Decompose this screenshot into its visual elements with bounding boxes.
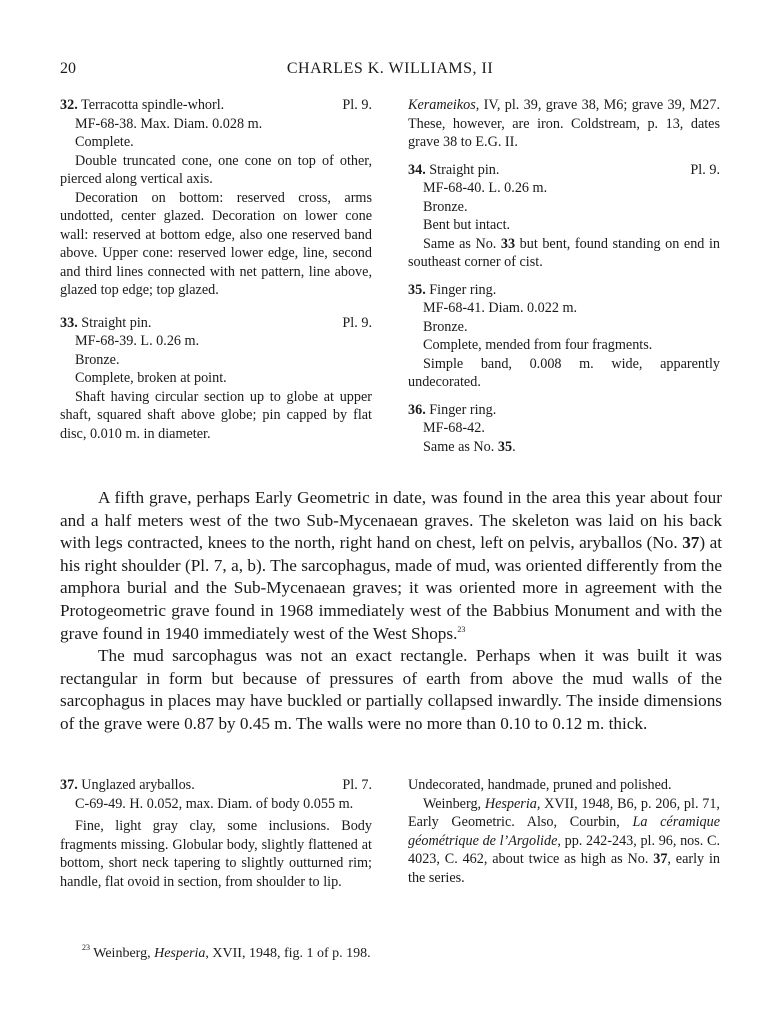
footnote-text: Weinberg, (90, 946, 155, 961)
bibliography-text: , pp. 242-243, pl. 96, nos. C. 4023, C. 462, about twice as high as No. (408, 832, 720, 867)
material-line: Bronze. (423, 198, 468, 215)
journal-title: Hesperia (154, 946, 206, 961)
description-paragraph: Double truncated cone, one cone on top of other, pierced along vertical axis. (60, 152, 372, 187)
inventory-line: MF-68-42. (423, 420, 485, 436)
description-paragraph: Shaft having circular section up to globe at upper shaft, squared shaft above globe; pin capped by flat disc, 0.010 m. in diameter. (60, 388, 372, 442)
body-text (60, 487, 722, 736)
entry-title-text: Terracotta spindle-whorl. (81, 97, 225, 113)
description-paragraph (408, 235, 720, 272)
inventory-line: MF-68-38. Max. Diam. 0.028 m. (75, 115, 263, 132)
reference-title: Kerameikos (408, 97, 476, 113)
plate-reference: Pl. 9. (342, 97, 372, 113)
catalogue-column-top-left (60, 96, 372, 452)
decoration-paragraph: Decoration on bottom: reserved cross, arms undotted, center glazed. Decoration on lower cone wall: reserved at bottom edge, also one reserved band above. Upper cone: reserved lower edge, line, second and third lines connected with net pattern, line above, glazed top edge; top glazed. (60, 189, 372, 298)
entry-title-text: Straight pin. (429, 161, 500, 178)
description-paragraph: Simple band, 0.008 m. wide, apparently undecorated. (408, 355, 720, 390)
entry-title (60, 96, 372, 115)
footnote-marker[interactable]: 23 (457, 624, 466, 634)
catalogue-entry-34 (408, 161, 720, 272)
continued-reference (408, 96, 720, 152)
entry-number: 34. (408, 161, 426, 178)
same-as-line (408, 438, 720, 457)
reference-text: , IV, pl. 39, grave 38, M6; grave 39, M27. These, however, are iron. Coldstream, p. 13, dates grave 38 to E.G. II. (408, 97, 720, 150)
cross-reference-number: 37 (682, 533, 700, 553)
inventory-line: MF-68-40. L. 0.26 m. (423, 180, 548, 196)
journal-title: Hesperia (484, 795, 537, 812)
inventory-line: C-69-49. H. 0.052, max. Diam. of body 0.055 m. (75, 795, 354, 812)
inventory-line: MF-68-39. L. 0.26 m. (75, 333, 200, 349)
running-title: CHARLES K. WILLIAMS, II (286, 60, 494, 77)
footnote-text: , XVII, 1948, fig. 1 of p. 198. (205, 946, 371, 961)
entry-number: 35. (408, 281, 426, 298)
bibliography-text: , early in the series. (408, 851, 721, 886)
entry-title-text: Finger ring. (429, 401, 497, 418)
catalogue-entry-33 (60, 314, 372, 444)
catalogue-entry-32 (60, 96, 372, 300)
footnote-number: 23 (82, 943, 90, 952)
entry-number: 36. (408, 401, 426, 418)
bibliography-text: Weinberg, (423, 795, 485, 812)
catalogue-entry-36 (408, 401, 720, 457)
entry-title (60, 314, 372, 333)
catalogue-entry-37 (60, 776, 372, 891)
footnote (82, 943, 371, 962)
paragraph-text: A fifth grave, perhaps Early Geometric in date, was found in the area this year about four and a half meters west of the two Sub-Mycenaean graves. The skeleton was laid on his back with legs contracted, knees to the north, right hand on chest, left on pelvis, aryballos (No. (60, 488, 722, 553)
paragraph-text: ) at his right shoulder (Pl. 7, a, b). The sarcophagus, made of mud, was oriented differently from the amphora burial and the Sub-Mycenaean graves; it was oriented more in agreement with the Protogeometric grave found in 1968 immediately west of the Babbius Monument and with the grave found in 1940 immediately west of the West Shops. (60, 533, 722, 643)
same-as-text: . (512, 438, 516, 455)
entry-title (408, 281, 720, 300)
description-text: Same as No. (423, 235, 501, 252)
body-paragraph-2: The mud sarcophagus was not an exact rectangle. Perhaps when it was built it was rectangular in form but because of pressures of earth from above the mud walls of the sarcophagus in places may have buckled or partially collapsed inwardly. The inside dimensions of the grave were 0.87 by 0.45 m. The walls were no more than 0.10 to 0.12 m. thick. (60, 646, 722, 733)
cross-reference-number: 37 (653, 851, 668, 867)
entry-title-text: Finger ring. (429, 281, 497, 298)
catalogue-column-bottom-left (60, 776, 372, 900)
catalogue-column-top-right (408, 96, 720, 465)
entry-number: 33. (60, 314, 78, 331)
condition-line: Complete, broken at point. (75, 370, 227, 386)
entry-title-text: Straight pin. (81, 314, 152, 331)
entry-title (408, 161, 720, 180)
catalogue-column-bottom-right (408, 776, 720, 887)
body-paragraph-1 (60, 487, 722, 645)
plate-reference: Pl. 9. (690, 161, 720, 178)
material-line: Bronze. (75, 351, 120, 368)
material-line: Bronze. (423, 318, 468, 335)
condition-line: Complete. (75, 134, 134, 150)
plate-reference: Pl. 9. (342, 314, 372, 331)
entry-title (60, 776, 372, 795)
entry-title-text: Unglazed aryballos. (81, 777, 195, 793)
book-title: La céramique géométrique de l’Argolide (408, 814, 720, 849)
condition-line: Complete, mended from four fragments. (423, 337, 653, 353)
entry-title (408, 401, 720, 420)
description-paragraph: Fine, light gray clay, some inclusions. Body fragments missing. Globular body, slightly flattened at bottom, short neck tapering to slightly outturned rim; handle, flat ovoid in section, from shoulder to lip. (60, 818, 372, 890)
entry-number: 32. (60, 97, 78, 113)
page-number: 20 (60, 60, 76, 77)
bibliography-text: , XVII, 1948, B6, p. 206, pl. 71, Early Geometric. Also, Courbin, (408, 795, 720, 830)
plate-reference: Pl. 7. (342, 777, 372, 793)
description-text: but bent, found standing on end in southeast corner of cist. (408, 235, 720, 270)
bibliography-paragraph (408, 795, 720, 888)
decoration-line: Undecorated, handmade, pruned and polished. (408, 777, 672, 793)
condition-line: Bent but intact. (423, 217, 511, 233)
entry-number: 37. (60, 777, 78, 793)
cross-reference-number: 35 (497, 438, 513, 455)
same-as-text: Same as No. (423, 438, 498, 455)
page-header (60, 60, 720, 82)
inventory-line: MF-68-41. Diam. 0.022 m. (423, 300, 578, 316)
cross-reference-number: 33 (500, 235, 516, 252)
catalogue-entry-35 (408, 281, 720, 392)
